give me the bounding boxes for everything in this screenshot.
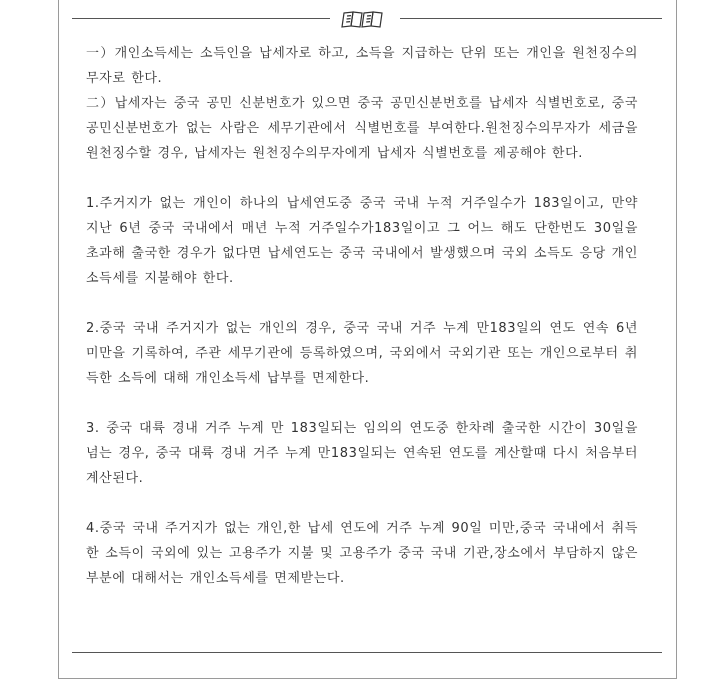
paragraph-item-2: 2.중국 국내 주거지가 없는 개인의 경우, 중국 국내 거주 누계 만183일의 연도 연속 6년 미만을 기록하여, 주관 세무기관에 등록하였으며, 국외에서 국외기관 또는 개인으로부터 취득한 소득에 대해 개인소득세 납부를 면제한다.	[86, 321, 638, 386]
paragraph-item-4: 4.중국 국내 주거지가 없는 개인,한 납세 연도에 거주 누계 90일 미만,중국 국내에서 취득한 소득이 국외에 있는 고용주가 지불 및 고용주가 중국 국내 기관,장소에서 부담하지 않은 부분에 대해서는 개인소득세를 면제받는다.	[86, 521, 638, 586]
footer-divider	[72, 652, 662, 653]
paragraph-item-3: 3. 중국 대륙 경내 거주 누계 만 183일되는 임의의 연도중 한차례 출국한 시간이 30일을 넘는 경우, 중국 대륙 경내 거주 누계 만183일되는 연속된 연도를 계산할때 다시 처음부터 계산된다.	[86, 421, 638, 486]
paragraph-clause-two: 二）납세자는 중국 공민 신분번호가 있으면 중국 공민신분번호를 납세자 식별번호로, 중국 공민신분번호가 없는 사람은 세무기관에서 식별번호를 부여한다.원천징수의무자가 세금을 원천징수할 경우, 납세자는 원천징수의무자에게 납세자 식별번호를 제공해야 한다.	[86, 96, 638, 161]
open-book-icon	[340, 9, 388, 29]
document-body	[86, 41, 638, 591]
paragraph-item-1: 1.주거지가 없는 개인이 하나의 납세연도중 중국 국내 누적 거주일수가 183일이고, 만약 지난 6년 중국 국내에서 매년 누적 거주일수가183일이고 그 어느 해도 단한번도 30일을 초과해 출국한 경우가 없다면 납세연도는 중국 국내에서 발생했으며 국외 소득도 응당 개인소득세를 지불해야 한다.	[86, 196, 638, 286]
paragraph-clause-one: 一）개인소득세는 소득인을 납세자로 하고, 소득을 지급하는 단위 또는 개인을 원천징수의무자로 한다.	[86, 46, 638, 86]
header-divider-right	[400, 18, 662, 19]
header-divider-left	[72, 18, 330, 19]
